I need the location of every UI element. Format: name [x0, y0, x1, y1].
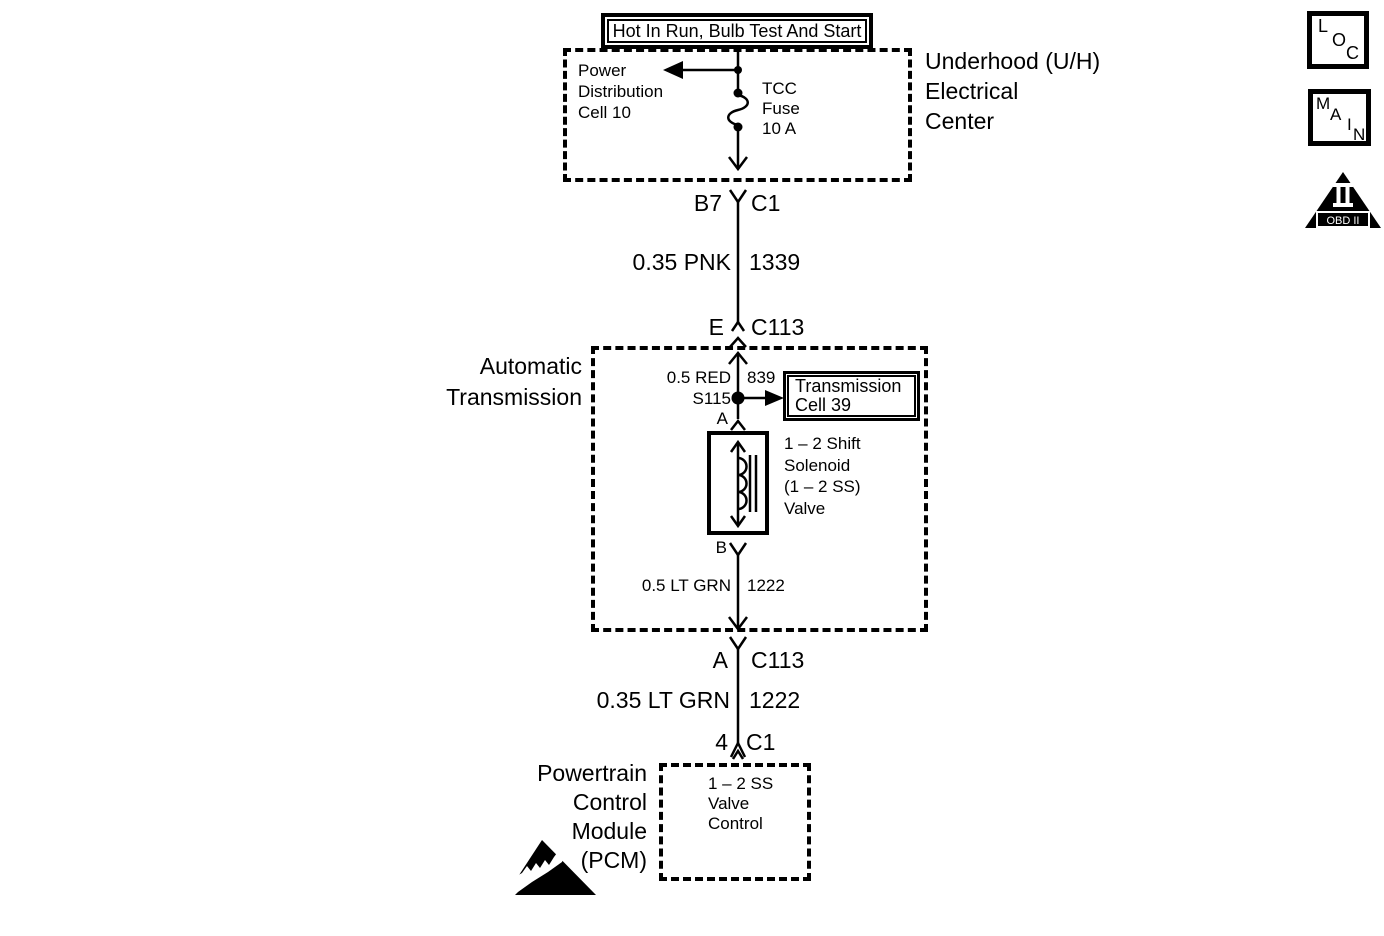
icon-letter: L	[1318, 16, 1329, 36]
icon-letter: I	[1347, 115, 1352, 134]
label-line: Fuse	[762, 99, 800, 118]
wire-lt-grn-inner-circuit: 1222	[747, 576, 785, 595]
wire-red-circuit: 839	[747, 368, 776, 387]
connector-c1-label: C1	[751, 190, 781, 216]
wire-lt-grn-outer-label: 0.35 LT GRN	[596, 687, 730, 713]
icon-letter: A	[1330, 105, 1342, 124]
pin-4-label: 4	[715, 729, 728, 755]
wire-pnk-circuit: 1339	[749, 249, 801, 275]
shift-solenoid-label	[784, 433, 861, 519]
tcc-fuse-label	[762, 79, 800, 139]
pin-e-label: E	[708, 314, 724, 340]
obd2-icon	[1303, 170, 1383, 230]
automatic-transmission-label	[446, 351, 582, 413]
wire-lt-grn-outer-circuit: 1222	[749, 687, 801, 713]
label-line: (1 – 2 SS)	[784, 477, 861, 496]
main-icon	[1308, 89, 1371, 146]
connector-b7-c1-symbol	[730, 190, 746, 215]
transmission-cell-39-box	[783, 371, 920, 421]
label-line: TCC	[762, 79, 797, 98]
power-distribution-label	[578, 60, 663, 123]
loc-icon	[1307, 11, 1369, 69]
connector-c113-top-label: C113	[751, 314, 805, 340]
label-line: Transmission	[446, 384, 582, 410]
label-line: 1 – 2 Shift	[784, 434, 861, 453]
label-line: Valve	[708, 794, 750, 813]
label-line: Underhood (U/H)	[925, 48, 1101, 74]
label-line: 1 – 2 SS	[708, 774, 774, 793]
label-line: Distribution	[578, 82, 664, 101]
icon-letter: M	[1316, 94, 1331, 113]
icon-letter: N	[1353, 125, 1366, 144]
wire-red-label: 0.5 RED	[666, 368, 731, 387]
connector-a-c113-symbol	[730, 637, 746, 649]
esd-warning-icon	[500, 836, 600, 900]
label-line: 10 A	[762, 119, 797, 138]
shift-solenoid-box	[707, 431, 769, 535]
connector-4-c1-symbol	[731, 743, 745, 759]
connector-c1-bottom-label: C1	[746, 729, 776, 755]
wire-lt-grn-inner-label: 0.5 LT GRN	[641, 576, 731, 595]
label-line: Center	[925, 108, 995, 134]
label-line: Solenoid	[784, 455, 851, 475]
pin-a-label: A	[712, 647, 728, 673]
icon-letter: O	[1332, 30, 1347, 50]
connector-c113-bottom-label: C113	[751, 647, 805, 673]
hot-in-run-banner	[601, 13, 873, 49]
wire-pnk-label: 0.35 PNK	[632, 249, 731, 275]
label-line: Control	[572, 789, 647, 815]
label-line: (PCM)	[580, 847, 647, 873]
label-line: Cell 10	[578, 103, 631, 122]
underhood-label	[925, 46, 1100, 136]
obd2-label: OBD II	[1326, 215, 1360, 227]
label-line: Electrical	[925, 78, 1019, 104]
connector-e-c113-symbol	[730, 322, 746, 347]
label-line: Cell 39	[795, 395, 852, 415]
icon-letter: C	[1346, 43, 1359, 63]
label-line: Powertrain	[537, 760, 647, 786]
splice-s115-label: S115	[692, 389, 731, 408]
label-line: Power	[578, 61, 627, 80]
label-line: Transmission	[795, 376, 902, 396]
label-line: Valve	[784, 498, 826, 518]
label-line: Automatic	[479, 353, 582, 379]
solenoid-pin-b-label: B	[715, 538, 727, 557]
solenoid-pin-a-label: A	[716, 409, 728, 428]
banner-text: Hot In Run, Bulb Test And Start	[612, 21, 862, 41]
label-line: Control	[708, 814, 763, 833]
pcm-function-label	[708, 774, 773, 834]
pin-b7-label: B7	[693, 190, 722, 216]
label-line: Module	[571, 818, 647, 844]
